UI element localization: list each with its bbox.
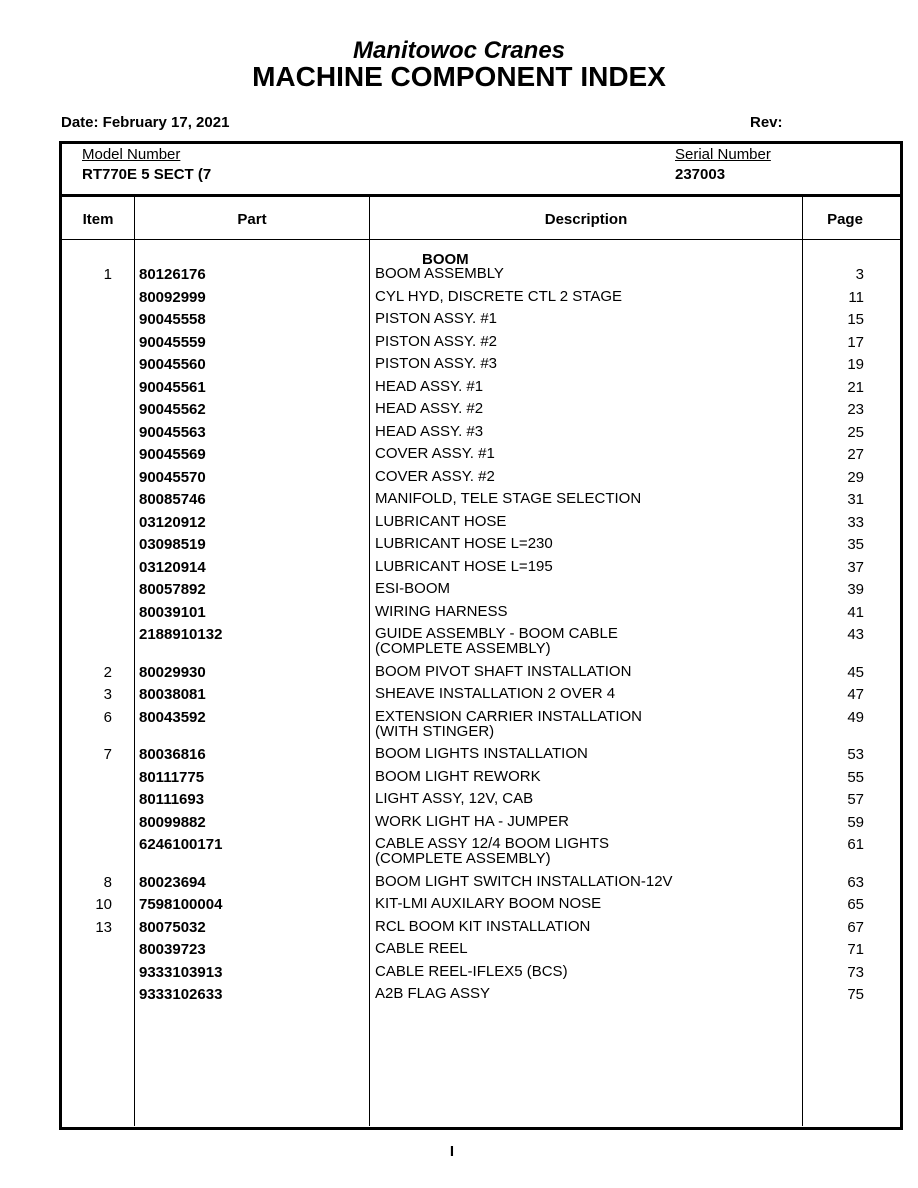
description-line: HEAD ASSY. #2	[375, 400, 484, 417]
serial-number-value: 237003	[675, 166, 726, 183]
part-number: 90045570	[139, 468, 206, 486]
part-description	[375, 664, 795, 679]
page-reference: 57	[847, 791, 864, 808]
description-line: SHEAVE INSTALLATION 2 OVER 4	[375, 685, 616, 702]
part-description	[375, 836, 795, 866]
description-line: HEAD ASSY. #3	[375, 422, 484, 440]
page-reference: 21	[847, 378, 864, 396]
table-row	[0, 941, 918, 964]
table-row	[0, 559, 918, 582]
part-description	[375, 941, 795, 956]
column-header-item: Item	[82, 211, 114, 228]
page-reference: 73	[847, 963, 864, 981]
part-number: 90045562	[139, 401, 206, 418]
part-number: 90045563	[139, 423, 206, 441]
page-reference: 35	[847, 536, 864, 553]
table-row	[0, 581, 918, 604]
item-number: 10	[95, 896, 112, 913]
date-text: Date: February 17, 2021	[61, 114, 230, 131]
page-reference: 39	[847, 581, 864, 598]
page-reference: 45	[847, 663, 864, 681]
table-row	[0, 469, 918, 492]
page-reference: 17	[847, 333, 864, 351]
company-title: Manitowoc Cranes	[352, 37, 566, 64]
table-row	[0, 709, 918, 747]
part-number: 80099882	[139, 813, 206, 831]
page-reference: 37	[847, 558, 864, 576]
description-line: HEAD ASSY. #1	[375, 377, 484, 395]
description-line: BOOM LIGHT REWORK	[375, 767, 541, 785]
item-number: 6	[103, 708, 112, 726]
part-number: 90045569	[139, 446, 206, 463]
table-row	[0, 814, 918, 837]
description-line: LUBRICANT HOSE	[375, 512, 507, 530]
item-number: 7	[103, 746, 112, 763]
page-reference: 15	[847, 311, 864, 328]
part-number: 03098519	[139, 536, 206, 553]
header-divider	[62, 239, 900, 240]
part-description	[375, 746, 795, 761]
table-row	[0, 334, 918, 357]
part-number: 80085746	[139, 491, 206, 508]
page-reference: 55	[847, 768, 864, 786]
description-line: PISTON ASSY. #1	[375, 310, 498, 327]
part-description	[375, 896, 795, 911]
page-reference: 27	[847, 446, 864, 463]
part-number: 90045561	[139, 378, 206, 396]
part-description	[375, 469, 795, 484]
item-number: 1	[103, 266, 112, 283]
page-reference: 47	[847, 686, 864, 703]
description-line: A2B FLAG ASSY	[375, 985, 491, 1002]
column-header-page: Page	[827, 211, 863, 228]
page-reference: 59	[847, 813, 864, 831]
page-reference: 11	[848, 288, 864, 306]
part-description	[375, 814, 795, 829]
page-reference: 31	[847, 491, 864, 508]
table-row	[0, 986, 918, 1009]
model-divider	[62, 194, 900, 197]
description-line: LUBRICANT HOSE L=195	[375, 557, 553, 575]
part-number: 90045560	[139, 356, 206, 373]
part-number: 80126176	[139, 266, 206, 283]
part-description	[375, 266, 795, 281]
table-row	[0, 791, 918, 814]
part-description	[375, 379, 795, 394]
table-row	[0, 446, 918, 469]
part-description	[375, 289, 795, 304]
description-line: WIRING HARNESS	[375, 602, 508, 620]
part-number: 80092999	[139, 288, 206, 306]
page-reference: 43	[847, 626, 864, 643]
table-row	[0, 491, 918, 514]
table-row	[0, 536, 918, 559]
table-row	[0, 664, 918, 687]
part-description	[375, 919, 795, 934]
item-number: 8	[103, 873, 112, 891]
description-line: (COMPLETE ASSEMBLY)	[375, 850, 551, 867]
table-row	[0, 289, 918, 312]
page-reference: 71	[847, 941, 864, 958]
part-number: 80057892	[139, 581, 206, 598]
table-row	[0, 746, 918, 769]
component-table-body	[0, 266, 918, 1009]
part-description	[375, 791, 795, 806]
part-description	[375, 424, 795, 439]
serial-number-label: Serial Number	[675, 146, 771, 163]
page-reference: 41	[847, 603, 864, 621]
description-line: PISTON ASSY. #3	[375, 355, 498, 372]
part-description	[375, 686, 795, 701]
part-number: 9333103913	[139, 963, 223, 981]
page-reference: 3	[855, 266, 864, 283]
description-line: KIT-LMI AUXILARY BOOM NOSE	[375, 895, 602, 912]
description-line: RCL BOOM KIT INSTALLATION	[375, 917, 591, 935]
part-number: 80111775	[139, 768, 205, 786]
table-row	[0, 604, 918, 627]
part-description	[375, 709, 795, 739]
description-line: CABLE REEL	[375, 940, 468, 957]
page-number: I	[449, 1143, 455, 1160]
part-number: 6246100171	[139, 836, 223, 853]
part-description	[375, 356, 795, 371]
part-description	[375, 604, 795, 619]
part-description	[375, 514, 795, 529]
rev-text: Rev:	[750, 114, 783, 131]
part-number: 80036816	[139, 746, 206, 763]
part-number: 7598100004	[139, 896, 223, 913]
page-reference: 53	[847, 746, 864, 763]
part-number: 9333102633	[139, 986, 223, 1003]
part-number: 80043592	[139, 708, 206, 726]
table-row	[0, 424, 918, 447]
part-number: 03120912	[139, 513, 206, 531]
part-number: 03120914	[139, 558, 206, 576]
page-reference: 75	[847, 986, 864, 1003]
table-row	[0, 686, 918, 709]
table-row	[0, 514, 918, 537]
part-number: 2188910132	[139, 626, 223, 643]
description-line: WORK LIGHT HA - JUMPER	[375, 812, 569, 830]
part-description	[375, 334, 795, 349]
page-reference: 65	[847, 896, 864, 913]
item-number: 13	[95, 918, 112, 936]
page-reference: 63	[847, 873, 864, 891]
description-line: BOOM LIGHTS INSTALLATION	[375, 745, 588, 762]
table-row	[0, 401, 918, 424]
description-line: ESI-BOOM	[375, 580, 451, 597]
page-reference: 33	[847, 513, 864, 531]
description-line: BOOM PIVOT SHAFT INSTALLATION	[375, 662, 632, 680]
part-description	[375, 311, 795, 326]
part-number: 80023694	[139, 873, 206, 891]
table-row	[0, 311, 918, 334]
part-number: 90045559	[139, 333, 206, 351]
part-description	[375, 986, 795, 1001]
description-line: EXTENSION CARRIER INSTALLATION	[375, 707, 642, 725]
part-description	[375, 964, 795, 979]
part-description	[375, 491, 795, 506]
page-reference: 29	[847, 468, 864, 486]
part-number: 90045558	[139, 311, 206, 328]
table-row	[0, 964, 918, 987]
part-description	[375, 874, 795, 889]
model-number-label: Model Number	[82, 146, 181, 163]
table-row	[0, 874, 918, 897]
part-description	[375, 559, 795, 574]
description-line: GUIDE ASSEMBLY - BOOM CABLE	[375, 625, 618, 642]
page-reference: 61	[847, 836, 864, 853]
description-line: PISTON ASSY. #2	[375, 332, 498, 350]
part-number: 80111693	[139, 791, 205, 808]
part-description	[375, 581, 795, 596]
column-header-description: Description	[544, 211, 628, 228]
description-line: LUBRICANT HOSE L=230	[375, 535, 553, 552]
part-number: 80039101	[139, 603, 206, 621]
description-line: (COMPLETE ASSEMBLY)	[375, 640, 551, 657]
description-line: COVER ASSY. #2	[375, 467, 495, 485]
page-reference: 23	[847, 401, 864, 418]
item-number: 2	[103, 663, 112, 681]
page-reference: 49	[847, 708, 864, 726]
table-row	[0, 626, 918, 664]
part-description	[375, 401, 795, 416]
description-line: BOOM LIGHT SWITCH INSTALLATION-12V	[375, 872, 673, 890]
table-row	[0, 896, 918, 919]
part-number: 80075032	[139, 918, 206, 936]
description-line: CABLE ASSY 12/4 BOOM LIGHTS	[375, 835, 609, 852]
part-description	[375, 536, 795, 551]
description-line: COVER ASSY. #1	[375, 445, 495, 462]
description-line: CYL HYD, DISCRETE CTL 2 STAGE	[375, 287, 622, 305]
section-heading: BOOM	[422, 251, 469, 268]
table-row	[0, 769, 918, 792]
part-number: 80038081	[139, 686, 206, 703]
description-line: CABLE REEL-IFLEX5 (BCS)	[375, 962, 568, 980]
column-header-part: Part	[237, 211, 267, 228]
part-number: 80039723	[139, 941, 206, 958]
part-description	[375, 446, 795, 461]
table-row	[0, 266, 918, 289]
document-title: MACHINE COMPONENT INDEX	[252, 61, 666, 92]
part-description	[375, 626, 795, 656]
table-row	[0, 836, 918, 874]
description-line: MANIFOLD, TELE STAGE SELECTION	[375, 490, 642, 507]
description-line: BOOM ASSEMBLY	[375, 265, 504, 282]
model-number-value: RT770E 5 SECT (7	[82, 166, 212, 183]
part-description	[375, 769, 795, 784]
part-number: 80029930	[139, 663, 206, 681]
table-row	[0, 919, 918, 942]
page-reference: 67	[847, 918, 864, 936]
description-line: LIGHT ASSY, 12V, CAB	[375, 790, 534, 807]
description-line: (WITH STINGER)	[375, 722, 495, 740]
page-reference: 25	[847, 423, 864, 441]
page-reference: 19	[847, 356, 864, 373]
table-row	[0, 379, 918, 402]
table-row	[0, 356, 918, 379]
item-number: 3	[103, 686, 112, 703]
